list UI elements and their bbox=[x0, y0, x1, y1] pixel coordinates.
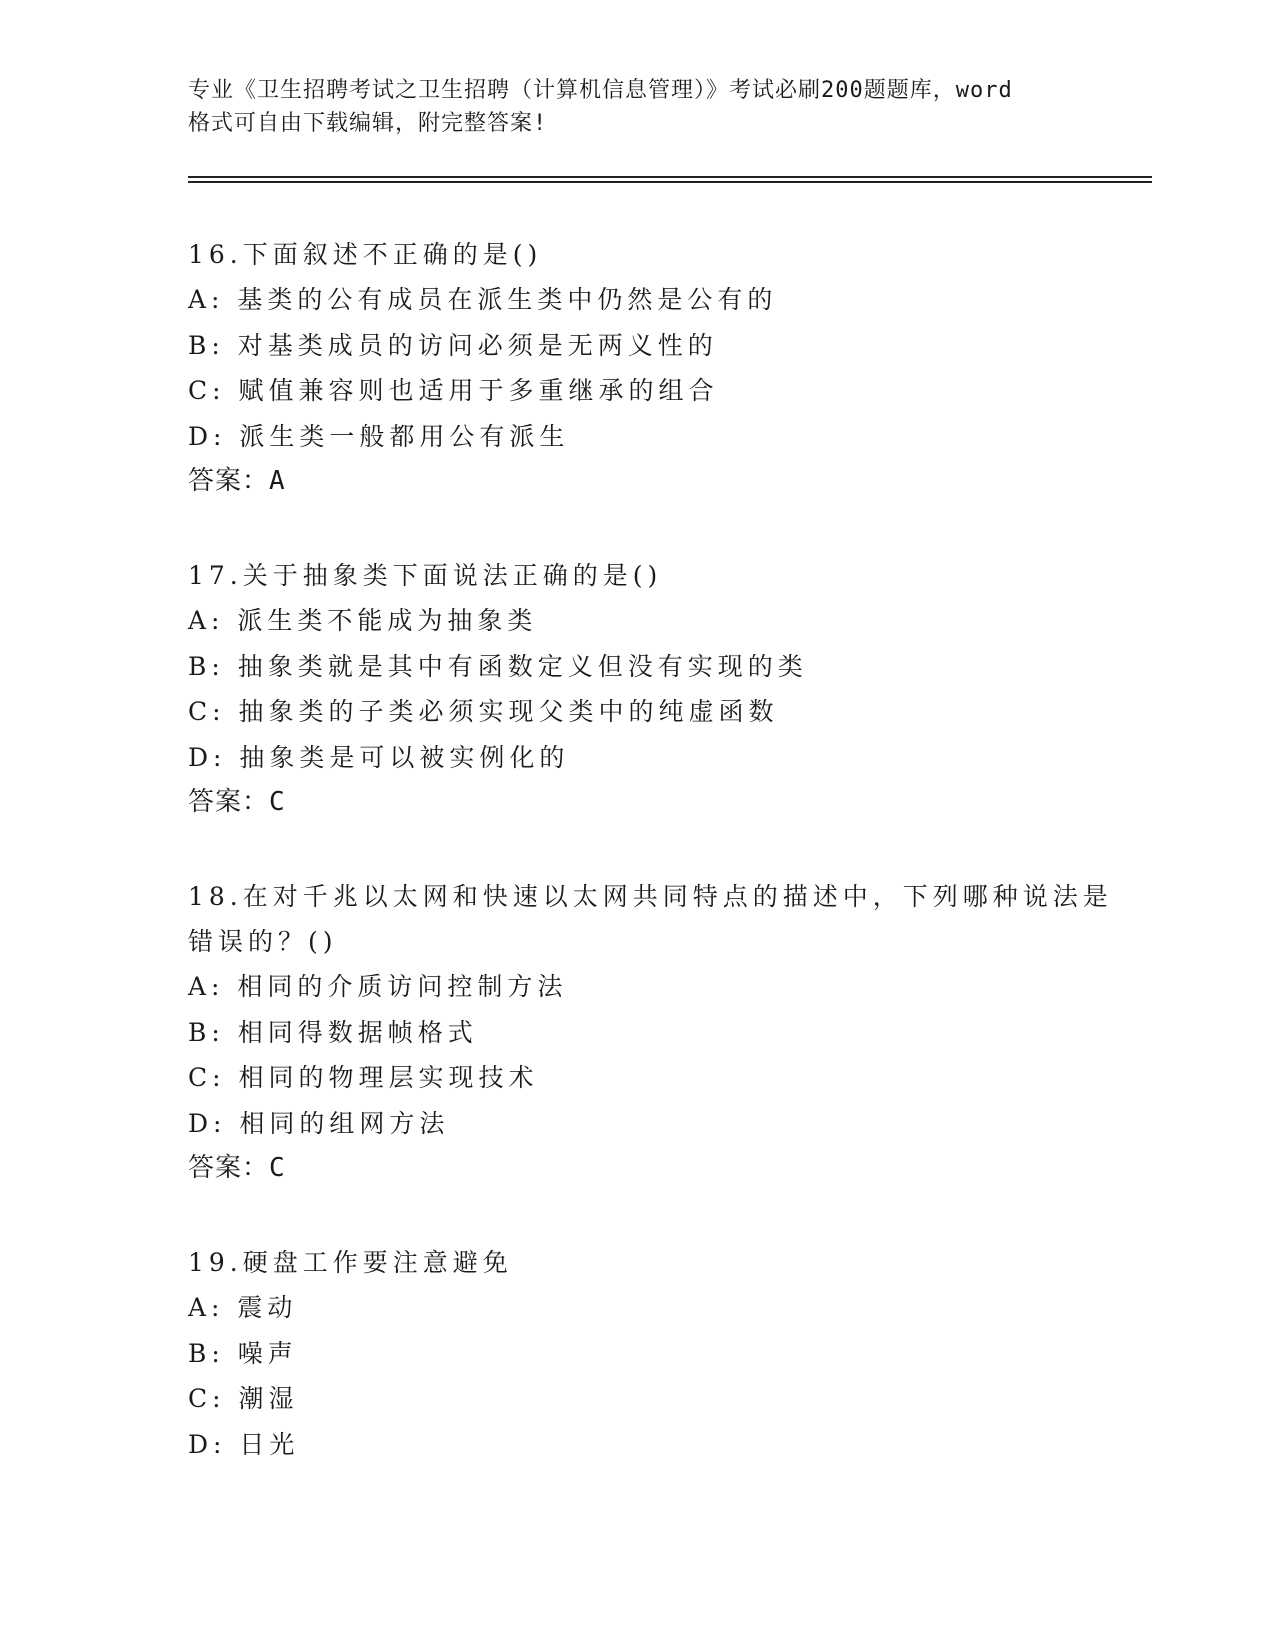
option-d: D: 日光 bbox=[188, 1429, 300, 1459]
document-header bbox=[188, 74, 1088, 140]
question-17 bbox=[188, 553, 1152, 824]
option-b: B: 相同得数据帧格式 bbox=[188, 1017, 478, 1047]
option-d: D: 相同的组网方法 bbox=[188, 1108, 450, 1138]
option-d: D: 抽象类是可以被实例化的 bbox=[188, 742, 570, 772]
question-18 bbox=[188, 874, 1152, 1190]
option-b: B: 对基类成员的访问必须是无两义性的 bbox=[188, 330, 718, 360]
option-c: C: 赋值兼容则也适用于多重继承的组合 bbox=[188, 376, 719, 405]
option-c: C: 相同的物理层实现技术 bbox=[188, 1063, 539, 1092]
answer-line: 答案：A bbox=[188, 466, 286, 496]
question-stem: 17.关于抽象类下面说法正确的是() bbox=[188, 561, 663, 590]
option-b: B: 抽象类就是其中有函数定义但没有实现的类 bbox=[188, 651, 808, 681]
answer-line: 答案：C bbox=[188, 787, 286, 817]
header-line-1: 专业《卫生招聘考试之卫生招聘（计算机信息管理）》考试必刷200题题库，word bbox=[188, 78, 1013, 103]
option-c: C: 抽象类的子类必须实现父类中的纯虚函数 bbox=[188, 697, 779, 726]
question-stem-line-1: 18.在对千兆以太网和快速以太网共同特点的描述中，下列哪种说法是 bbox=[188, 882, 1113, 911]
header-divider-bottom bbox=[188, 181, 1152, 183]
question-stem-line-2: 错误的？() bbox=[188, 927, 338, 956]
question-stem: 19.硬盘工作要注意避免 bbox=[188, 1248, 513, 1277]
option-d: D: 派生类一般都用公有派生 bbox=[188, 421, 570, 451]
option-b: B: 噪声 bbox=[188, 1338, 298, 1368]
option-c: C: 潮湿 bbox=[188, 1384, 299, 1413]
question-list bbox=[188, 232, 1152, 1517]
option-a: A: 派生类不能成为抽象类 bbox=[188, 606, 538, 635]
option-a: A: 基类的公有成员在派生类中仍然是公有的 bbox=[188, 285, 778, 314]
header-divider-top bbox=[188, 176, 1152, 178]
header-line-2: 格式可自由下载编辑，附完整答案! bbox=[188, 111, 548, 136]
option-a: A: 震动 bbox=[188, 1293, 298, 1322]
question-stem: 16.下面叙述不正确的是() bbox=[188, 240, 543, 269]
option-a: A: 相同的介质访问控制方法 bbox=[188, 972, 568, 1001]
question-19 bbox=[188, 1240, 1152, 1467]
answer-line: 答案：C bbox=[188, 1153, 286, 1183]
question-16 bbox=[188, 232, 1152, 503]
